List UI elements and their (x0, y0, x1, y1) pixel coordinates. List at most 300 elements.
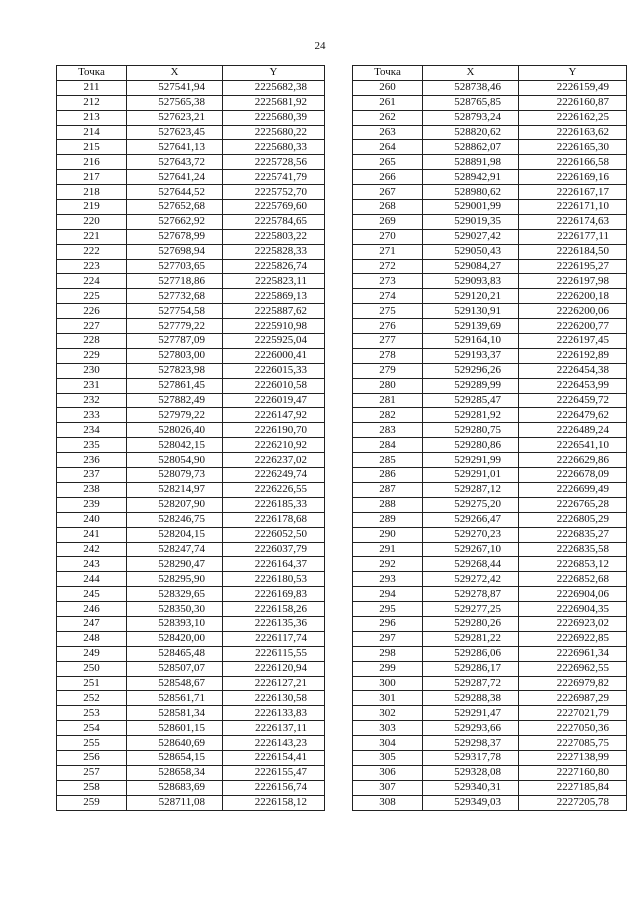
table-row (57, 80, 325, 95)
header-x: X (423, 66, 519, 81)
right-table-body (353, 80, 627, 810)
point-cell: 258 (57, 780, 127, 795)
table-row (57, 274, 325, 289)
x-cell: 529272,42 (423, 572, 519, 587)
x-cell: 529296,26 (423, 363, 519, 378)
x-cell: 529268,44 (423, 557, 519, 572)
x-cell: 529027,42 (423, 229, 519, 244)
y-cell: 2225728,56 (223, 155, 325, 170)
y-cell: 2226192,89 (519, 348, 627, 363)
table-row (353, 393, 627, 408)
table-row (353, 244, 627, 259)
x-cell: 528658,34 (127, 765, 223, 780)
point-cell: 216 (57, 155, 127, 170)
x-cell: 527662,92 (127, 214, 223, 229)
table-row (353, 214, 627, 229)
point-cell: 237 (57, 468, 127, 483)
x-cell: 529288,38 (423, 691, 519, 706)
point-cell: 270 (353, 229, 423, 244)
y-cell: 2226015,33 (223, 363, 325, 378)
table-row (353, 259, 627, 274)
table-header-row (57, 66, 325, 81)
y-cell: 2226479,62 (519, 408, 627, 423)
point-cell: 299 (353, 661, 423, 676)
x-cell: 527732,68 (127, 289, 223, 304)
y-cell: 2226010,58 (223, 378, 325, 393)
point-cell: 221 (57, 229, 127, 244)
y-cell: 2226165,30 (519, 140, 627, 155)
x-cell: 527803,00 (127, 348, 223, 363)
y-cell: 2225682,38 (223, 80, 325, 95)
x-cell: 528329,65 (127, 587, 223, 602)
point-cell: 211 (57, 80, 127, 95)
table-row (353, 423, 627, 438)
x-cell: 528295,90 (127, 572, 223, 587)
table-row (57, 631, 325, 646)
point-cell: 267 (353, 185, 423, 200)
y-cell: 2225680,22 (223, 125, 325, 140)
table-row (57, 244, 325, 259)
point-cell: 224 (57, 274, 127, 289)
y-cell: 2226147,92 (223, 408, 325, 423)
table-row (57, 542, 325, 557)
table-row (353, 408, 627, 423)
x-cell: 528891,98 (423, 155, 519, 170)
x-cell: 527541,94 (127, 80, 223, 95)
y-cell: 2227205,78 (519, 795, 627, 810)
y-cell: 2225828,33 (223, 244, 325, 259)
x-cell: 528290,47 (127, 557, 223, 572)
point-cell: 229 (57, 348, 127, 363)
table-row (353, 319, 627, 334)
x-cell: 527623,21 (127, 110, 223, 125)
y-cell: 2226962,55 (519, 661, 627, 676)
y-cell: 2226904,35 (519, 602, 627, 617)
table-row (57, 780, 325, 795)
y-cell: 2226159,49 (519, 80, 627, 95)
table-row (57, 95, 325, 110)
x-cell: 529267,10 (423, 542, 519, 557)
y-cell: 2225887,62 (223, 304, 325, 319)
x-cell: 529139,69 (423, 319, 519, 334)
table-row (57, 438, 325, 453)
x-cell: 528683,69 (127, 780, 223, 795)
point-cell: 212 (57, 95, 127, 110)
point-cell: 268 (353, 200, 423, 215)
table-row (353, 721, 627, 736)
table-row (353, 572, 627, 587)
table-row (353, 378, 627, 393)
y-cell: 2226200,06 (519, 304, 627, 319)
x-cell: 529193,37 (423, 348, 519, 363)
table-row (353, 348, 627, 363)
x-cell: 528246,75 (127, 512, 223, 527)
point-cell: 278 (353, 348, 423, 363)
y-cell: 2226133,83 (223, 706, 325, 721)
table-row (353, 482, 627, 497)
point-cell: 288 (353, 497, 423, 512)
table-row (353, 185, 627, 200)
point-cell: 245 (57, 587, 127, 602)
point-cell: 262 (353, 110, 423, 125)
table-row (353, 542, 627, 557)
point-cell: 228 (57, 334, 127, 349)
y-cell: 2226765,28 (519, 497, 627, 512)
table-row (57, 423, 325, 438)
x-cell: 529084,27 (423, 259, 519, 274)
table-row (57, 676, 325, 691)
x-cell: 528793,24 (423, 110, 519, 125)
y-cell: 2226853,12 (519, 557, 627, 572)
x-cell: 527678,99 (127, 229, 223, 244)
y-cell: 2226171,10 (519, 200, 627, 215)
page-number: 24 (314, 40, 326, 52)
point-cell: 300 (353, 676, 423, 691)
x-cell: 529289,99 (423, 378, 519, 393)
x-cell: 529293,66 (423, 721, 519, 736)
y-cell: 2226169,16 (519, 170, 627, 185)
x-cell: 527703,65 (127, 259, 223, 274)
point-cell: 249 (57, 646, 127, 661)
table-row (353, 631, 627, 646)
table-row (57, 348, 325, 363)
point-cell: 243 (57, 557, 127, 572)
point-cell: 279 (353, 363, 423, 378)
y-cell: 2226052,50 (223, 527, 325, 542)
y-cell: 2225803,22 (223, 229, 325, 244)
point-cell: 256 (57, 750, 127, 765)
y-cell: 2225680,39 (223, 110, 325, 125)
y-cell: 2226154,41 (223, 750, 325, 765)
y-cell: 2226195,27 (519, 259, 627, 274)
y-cell: 2226541,10 (519, 438, 627, 453)
y-cell: 2226835,27 (519, 527, 627, 542)
x-cell: 528765,85 (423, 95, 519, 110)
point-cell: 294 (353, 587, 423, 602)
x-cell: 528942,91 (423, 170, 519, 185)
table-row (353, 780, 627, 795)
x-cell: 528654,15 (127, 750, 223, 765)
x-cell: 529164,10 (423, 334, 519, 349)
header-x: X (127, 66, 223, 81)
x-cell: 529285,47 (423, 393, 519, 408)
point-cell: 261 (353, 95, 423, 110)
point-cell: 276 (353, 319, 423, 334)
point-cell: 272 (353, 259, 423, 274)
y-cell: 2226160,87 (519, 95, 627, 110)
point-cell: 259 (57, 795, 127, 810)
y-cell: 2226922,85 (519, 631, 627, 646)
x-cell: 529340,31 (423, 780, 519, 795)
y-cell: 2227138,99 (519, 750, 627, 765)
y-cell: 2226163,62 (519, 125, 627, 140)
table-row (57, 512, 325, 527)
coordinates-table-left (56, 65, 325, 811)
y-cell: 2226961,34 (519, 646, 627, 661)
y-cell: 2226210,92 (223, 438, 325, 453)
x-cell: 529278,87 (423, 587, 519, 602)
table-row (57, 378, 325, 393)
table-row (353, 602, 627, 617)
y-cell: 2227160,80 (519, 765, 627, 780)
table-row (57, 557, 325, 572)
point-cell: 273 (353, 274, 423, 289)
x-cell: 529130,91 (423, 304, 519, 319)
point-cell: 293 (353, 572, 423, 587)
y-cell: 2226162,25 (519, 110, 627, 125)
table-row (353, 497, 627, 512)
y-cell: 2226127,21 (223, 676, 325, 691)
point-cell: 283 (353, 423, 423, 438)
y-cell: 2225823,11 (223, 274, 325, 289)
x-cell: 529280,75 (423, 423, 519, 438)
table-row (353, 334, 627, 349)
x-cell: 529019,35 (423, 214, 519, 229)
table-row (57, 229, 325, 244)
table-row (353, 765, 627, 780)
table-row (353, 304, 627, 319)
x-cell: 528711,08 (127, 795, 223, 810)
point-cell: 217 (57, 170, 127, 185)
table-row (353, 691, 627, 706)
table-row (57, 482, 325, 497)
y-cell: 2226185,33 (223, 497, 325, 512)
x-cell: 528247,74 (127, 542, 223, 557)
y-cell: 2225680,33 (223, 140, 325, 155)
table-row (57, 200, 325, 215)
table-row (353, 736, 627, 751)
table-row (57, 155, 325, 170)
point-cell: 233 (57, 408, 127, 423)
point-cell: 230 (57, 363, 127, 378)
table-row (353, 646, 627, 661)
table-row (57, 587, 325, 602)
point-cell: 291 (353, 542, 423, 557)
point-cell: 255 (57, 736, 127, 751)
point-cell: 240 (57, 512, 127, 527)
table-row (353, 125, 627, 140)
y-cell: 2225910,98 (223, 319, 325, 334)
table-row (57, 661, 325, 676)
table-row (57, 795, 325, 810)
y-cell: 2226904,06 (519, 587, 627, 602)
point-cell: 231 (57, 378, 127, 393)
x-cell: 529291,01 (423, 468, 519, 483)
y-cell: 2226197,45 (519, 334, 627, 349)
point-cell: 304 (353, 736, 423, 751)
table-row (353, 706, 627, 721)
y-cell: 2226000,41 (223, 348, 325, 363)
x-cell: 527979,22 (127, 408, 223, 423)
x-cell: 529120,21 (423, 289, 519, 304)
table-row (57, 125, 325, 140)
x-cell: 527652,68 (127, 200, 223, 215)
point-cell: 271 (353, 244, 423, 259)
point-cell: 219 (57, 200, 127, 215)
x-cell: 527779,22 (127, 319, 223, 334)
table-row (57, 527, 325, 542)
x-cell: 529287,12 (423, 482, 519, 497)
x-cell: 529275,20 (423, 497, 519, 512)
x-cell: 529287,72 (423, 676, 519, 691)
point-cell: 252 (57, 691, 127, 706)
y-cell: 2226629,86 (519, 453, 627, 468)
x-cell: 528420,00 (127, 631, 223, 646)
point-cell: 275 (353, 304, 423, 319)
point-cell: 242 (57, 542, 127, 557)
y-cell: 2226169,83 (223, 587, 325, 602)
x-cell: 528042,15 (127, 438, 223, 453)
point-cell: 213 (57, 110, 127, 125)
y-cell: 2226699,49 (519, 482, 627, 497)
point-cell: 301 (353, 691, 423, 706)
y-cell: 2226987,29 (519, 691, 627, 706)
table-row (353, 676, 627, 691)
point-cell: 295 (353, 602, 423, 617)
table-row (57, 170, 325, 185)
point-cell: 307 (353, 780, 423, 795)
y-cell: 2226197,98 (519, 274, 627, 289)
header-y: Y (519, 66, 627, 81)
table-row (57, 602, 325, 617)
x-cell: 528862,07 (423, 140, 519, 155)
point-cell: 302 (353, 706, 423, 721)
y-cell: 2226453,99 (519, 378, 627, 393)
y-cell: 2226143,23 (223, 736, 325, 751)
y-cell: 2226979,82 (519, 676, 627, 691)
x-cell: 529280,26 (423, 616, 519, 631)
y-cell: 2226019,47 (223, 393, 325, 408)
point-cell: 298 (353, 646, 423, 661)
x-cell: 529266,47 (423, 512, 519, 527)
x-cell: 528601,15 (127, 721, 223, 736)
table-row (353, 438, 627, 453)
y-cell: 2226249,74 (223, 468, 325, 483)
point-cell: 247 (57, 616, 127, 631)
table-row (353, 587, 627, 602)
y-cell: 2226178,68 (223, 512, 325, 527)
point-cell: 274 (353, 289, 423, 304)
y-cell: 2226226,55 (223, 482, 325, 497)
table-row (353, 110, 627, 125)
y-cell: 2226115,55 (223, 646, 325, 661)
y-cell: 2225752,70 (223, 185, 325, 200)
x-cell: 528980,62 (423, 185, 519, 200)
y-cell: 2226489,24 (519, 423, 627, 438)
x-cell: 529317,78 (423, 750, 519, 765)
y-cell: 2225741,79 (223, 170, 325, 185)
x-cell: 529286,17 (423, 661, 519, 676)
y-cell: 2226135,36 (223, 616, 325, 631)
table-row (353, 170, 627, 185)
y-cell: 2226117,74 (223, 631, 325, 646)
table-row (57, 616, 325, 631)
table-row (57, 721, 325, 736)
point-cell: 284 (353, 438, 423, 453)
x-cell: 528465,48 (127, 646, 223, 661)
y-cell: 2226037,79 (223, 542, 325, 557)
table-row (353, 363, 627, 378)
table-row (353, 616, 627, 631)
point-cell: 232 (57, 393, 127, 408)
table-row (353, 200, 627, 215)
table-row (57, 140, 325, 155)
point-cell: 234 (57, 423, 127, 438)
coordinates-table-right (352, 65, 627, 811)
y-cell: 2226177,11 (519, 229, 627, 244)
point-cell: 281 (353, 393, 423, 408)
point-cell: 222 (57, 244, 127, 259)
y-cell: 2226805,29 (519, 512, 627, 527)
point-cell: 292 (353, 557, 423, 572)
point-cell: 266 (353, 170, 423, 185)
point-cell: 238 (57, 482, 127, 497)
header-point: Точка (57, 66, 127, 81)
point-cell: 282 (353, 408, 423, 423)
y-cell: 2225826,74 (223, 259, 325, 274)
x-cell: 527861,45 (127, 378, 223, 393)
point-cell: 297 (353, 631, 423, 646)
point-cell: 277 (353, 334, 423, 349)
table-row (57, 453, 325, 468)
y-cell: 2227050,36 (519, 721, 627, 736)
x-cell: 527643,72 (127, 155, 223, 170)
point-cell: 226 (57, 304, 127, 319)
table-row (57, 363, 325, 378)
table-row (57, 214, 325, 229)
table-row (353, 468, 627, 483)
left-table-body (57, 80, 325, 810)
header-y: Y (223, 66, 325, 81)
x-cell: 529281,22 (423, 631, 519, 646)
table-row (57, 736, 325, 751)
x-cell: 527623,45 (127, 125, 223, 140)
x-cell: 528738,46 (423, 80, 519, 95)
y-cell: 2226459,72 (519, 393, 627, 408)
x-cell: 528581,34 (127, 706, 223, 721)
point-cell: 305 (353, 750, 423, 765)
header-point: Точка (353, 66, 423, 81)
table-row (57, 691, 325, 706)
x-cell: 527641,24 (127, 170, 223, 185)
point-cell: 239 (57, 497, 127, 512)
point-cell: 257 (57, 765, 127, 780)
y-cell: 2226678,09 (519, 468, 627, 483)
y-cell: 2226158,12 (223, 795, 325, 810)
x-cell: 529281,92 (423, 408, 519, 423)
x-cell: 527565,38 (127, 95, 223, 110)
y-cell: 2226200,77 (519, 319, 627, 334)
table-row (57, 304, 325, 319)
point-cell: 287 (353, 482, 423, 497)
point-cell: 214 (57, 125, 127, 140)
table-row (353, 453, 627, 468)
point-cell: 260 (353, 80, 423, 95)
x-cell: 528561,71 (127, 691, 223, 706)
x-cell: 529277,25 (423, 602, 519, 617)
table-row (57, 468, 325, 483)
table-row (57, 646, 325, 661)
y-cell: 2226155,47 (223, 765, 325, 780)
y-cell: 2226164,37 (223, 557, 325, 572)
x-cell: 527882,49 (127, 393, 223, 408)
table-row (57, 185, 325, 200)
point-cell: 263 (353, 125, 423, 140)
point-cell: 285 (353, 453, 423, 468)
x-cell: 528054,90 (127, 453, 223, 468)
point-cell: 308 (353, 795, 423, 810)
x-cell: 528026,40 (127, 423, 223, 438)
